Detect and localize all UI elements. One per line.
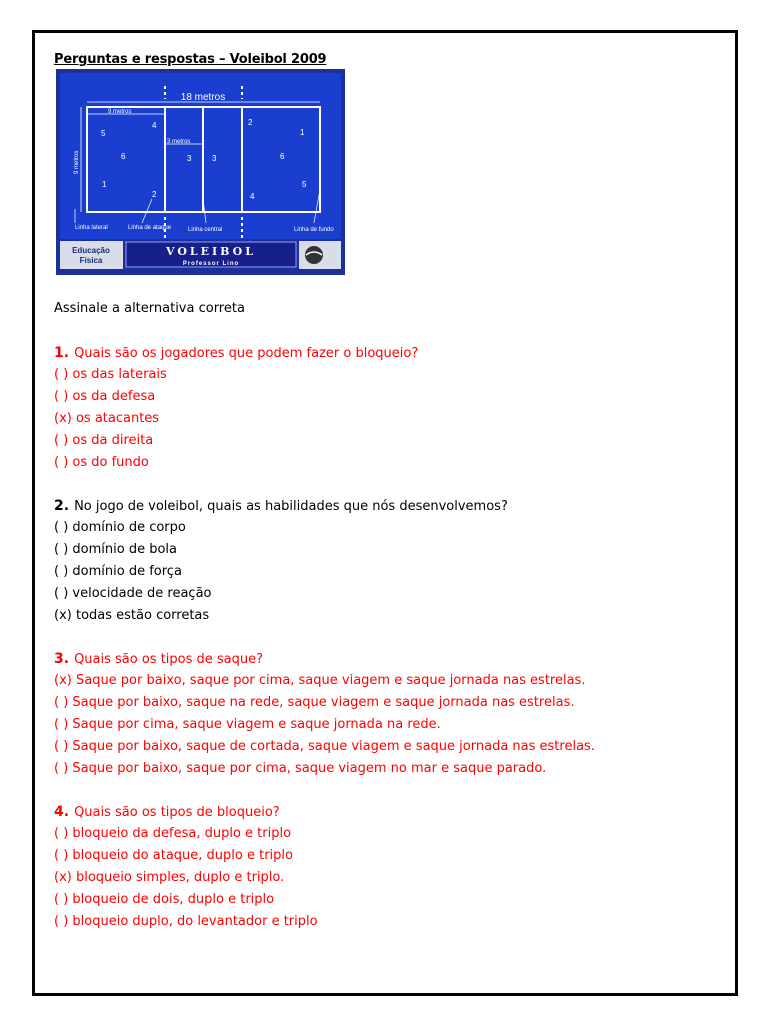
volleyball-court-figure <box>56 69 345 275</box>
position-attack: 3 <box>212 154 217 163</box>
answer-option: ( ) bloqueio da defesa, duplo e triplo <box>54 826 292 841</box>
banner-left-text: Educação <box>72 246 110 255</box>
position-right: 1 <box>300 128 305 137</box>
position-right: 6 <box>280 152 285 161</box>
question-number: 1. <box>54 345 70 361</box>
document-title: Perguntas e respostas – Voleibol 2009 <box>54 52 327 67</box>
position-left: 1 <box>102 180 107 189</box>
answer-option: (x) bloqueio simples, duplo e triplo. <box>54 870 285 885</box>
answer-option: (x) Saque por baixo, saque por cima, saque viagem e saque jornada nas estrelas. <box>54 673 586 688</box>
question-text: Quais são os tipos de bloqueio? <box>74 805 280 820</box>
legend-label: Linha lateral <box>75 225 108 231</box>
answer-option: ( ) os das laterais <box>54 367 167 382</box>
position-left: 5 <box>101 129 106 138</box>
question-heading <box>54 495 724 517</box>
width-label: 9 metros <box>74 150 80 174</box>
question-text: Quais são os jogadores que podem fazer o bloqueio? <box>74 346 419 361</box>
question-text: Quais são os tipos de saque? <box>74 652 264 667</box>
answer-option: (x) todas estão corretas <box>54 608 210 623</box>
answer-option: ( ) domínio de corpo <box>54 520 186 535</box>
answer-option: ( ) Saque por cima, saque viagem e saque jornada na rede. <box>54 717 441 732</box>
attack-label: 3 metros <box>167 139 191 145</box>
question-heading <box>54 648 724 670</box>
question-heading <box>54 342 724 364</box>
answer-option: ( ) Saque por baixo, saque de cortada, saque viagem e saque jornada nas estrelas. <box>54 739 595 754</box>
legend-label: Linha central <box>188 227 223 233</box>
volleyball-icon <box>305 246 323 264</box>
question-heading <box>54 801 724 823</box>
legend-label: Linha de ataque <box>128 225 172 231</box>
answer-option: (x) os atacantes <box>54 411 160 426</box>
answer-option: ( ) Saque por baixo, saque por cima, saque viagem no mar e saque parado. <box>54 761 547 776</box>
position-right: 4 <box>250 192 255 201</box>
answer-option: ( ) os da direita <box>54 433 154 448</box>
position-attack: 3 <box>187 154 192 163</box>
answer-option: ( ) domínio de bola <box>54 542 177 557</box>
question-block <box>54 342 724 474</box>
length-label: 18 metros <box>180 92 226 103</box>
half-label: 9 metros <box>108 109 132 115</box>
question-text: No jogo de voleibol, quais as habilidades que nós desenvolvemos? <box>74 499 508 514</box>
question-block <box>54 648 724 780</box>
answer-option: ( ) domínio de força <box>54 564 182 579</box>
answer-option: ( ) os da defesa <box>54 389 156 404</box>
banner-subtitle: Professor Lino <box>182 261 240 267</box>
answer-option: ( ) bloqueio duplo, do levantador e triplo <box>54 914 318 929</box>
answer-option: ( ) velocidade de reação <box>54 586 212 601</box>
position-left: 2 <box>152 190 157 199</box>
instruction-text: Assinale a alternativa correta <box>54 301 245 316</box>
question-number: 2. <box>54 498 70 514</box>
position-left: 6 <box>121 152 126 161</box>
banner-left-text: Física <box>79 256 103 265</box>
question-number: 3. <box>54 651 70 667</box>
position-left: 4 <box>152 121 157 130</box>
answer-option: ( ) bloqueio do ataque, duplo e triplo <box>54 848 293 863</box>
answer-option: ( ) bloqueio de dois, duplo e triplo <box>54 892 275 907</box>
answer-option: ( ) Saque por baixo, saque na rede, saque viagem e saque jornada nas estrelas. <box>54 695 575 710</box>
question-block <box>54 495 724 627</box>
answer-option: ( ) os do fundo <box>54 455 149 470</box>
legend-label: Linha de fundo <box>294 227 334 233</box>
banner-title: VOLEIBOL <box>165 245 257 258</box>
question-block <box>54 801 724 933</box>
position-right: 2 <box>248 118 253 127</box>
question-number: 4. <box>54 804 70 820</box>
position-right: 5 <box>302 180 307 189</box>
